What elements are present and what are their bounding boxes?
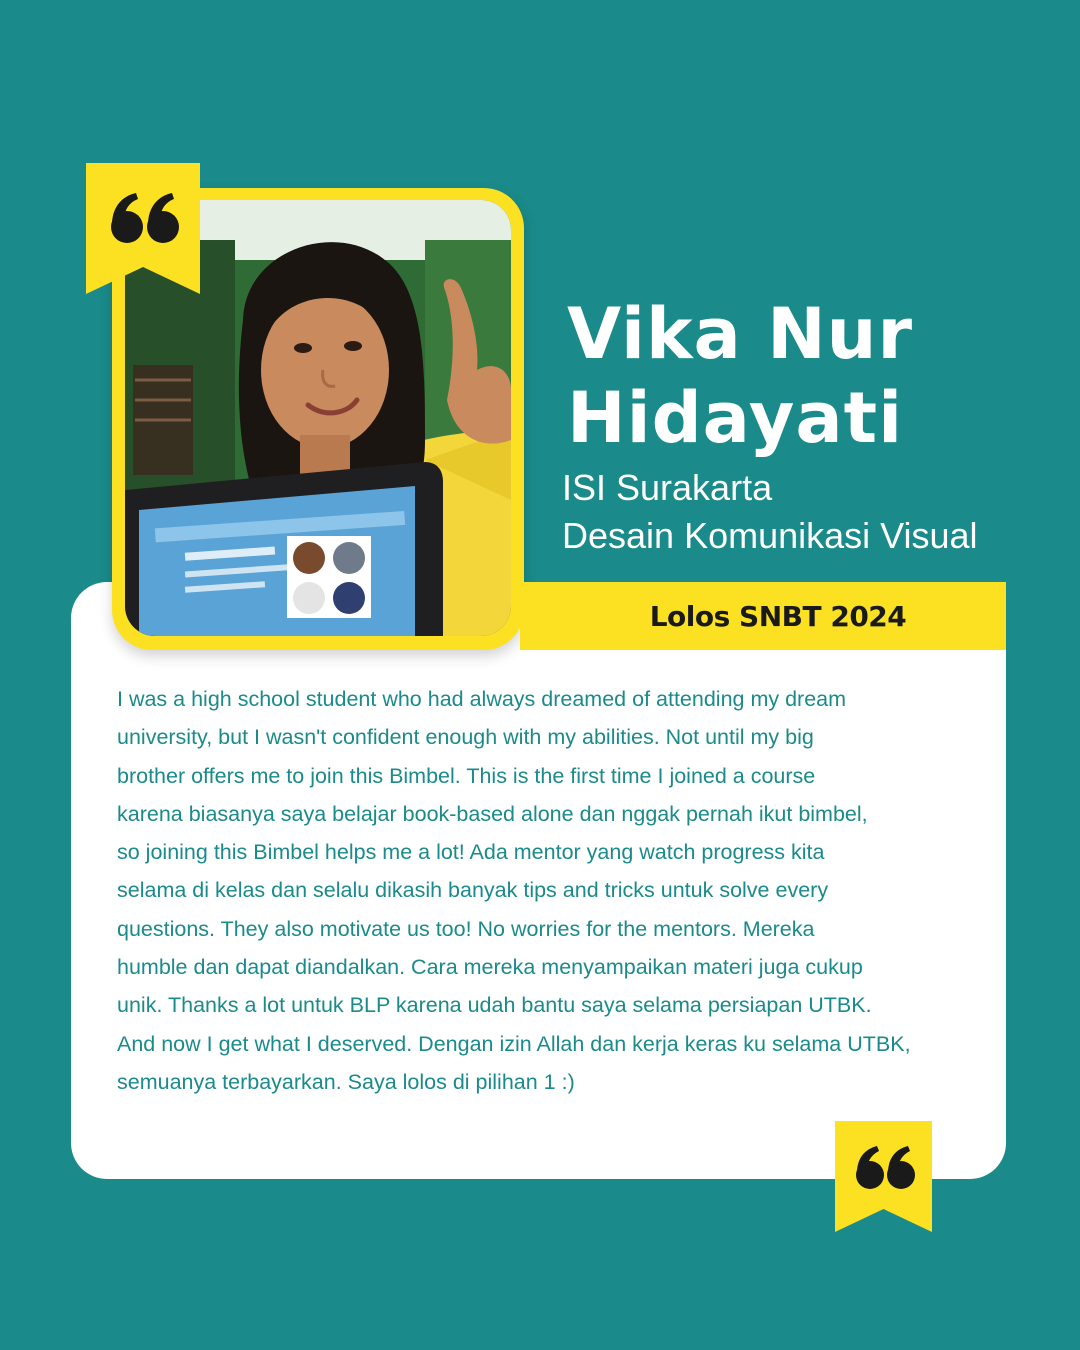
testimonial-line: so joining this Bimbel helps me a lot! Ada mentor yang watch progress kita bbox=[117, 840, 825, 865]
admission-info bbox=[562, 464, 978, 560]
testimonial-line: humble dan dapat diandalkan. Cara mereka menyampaikan materi juga cukup bbox=[117, 955, 863, 980]
testimonial-line: selama di kelas dan selalu dikasih banyak tips and tricks untuk solve every bbox=[117, 878, 829, 903]
major-name: Desain Komunikasi Visual bbox=[562, 515, 978, 556]
quote-ribbon-icon bbox=[835, 1121, 932, 1232]
student-name bbox=[567, 292, 913, 460]
result-badge bbox=[520, 582, 1006, 650]
student-name-line2: Hidayati bbox=[567, 377, 904, 459]
testimonial-line: I was a high school student who had always dreamed of attending my dream bbox=[117, 687, 847, 711]
testimonial-line: brother offers me to join this Bimbel. This is the first time I joined a course bbox=[117, 763, 816, 788]
testimonial-line: And now I get what I deserved. Dengan izin Allah dan kerja keras ku selama UTBK, bbox=[117, 1031, 911, 1056]
testimonial-line: questions. They also motivate us too! No worries for the mentors. Mereka bbox=[117, 916, 815, 941]
testimonial-text bbox=[117, 680, 987, 1101]
quote-ribbon-icon bbox=[86, 163, 200, 294]
result-badge-label: Lolos SNBT 2024 bbox=[649, 599, 907, 633]
student-name-line1: Vika Nur bbox=[567, 293, 914, 375]
testimonial-line: university, but I wasn't confident enough with my abilities. Not until my big bbox=[117, 725, 814, 750]
testimonial-line: semuanya terbayarkan. Saya lolos di pilihan 1 :) bbox=[117, 1069, 575, 1094]
testimonial-line: unik. Thanks a lot untuk BLP karena udah bantu saya selama persiapan UTBK. bbox=[117, 993, 872, 1018]
university-name: ISI Surakarta bbox=[562, 467, 773, 508]
testimonial-line: karena biasanya saya belajar book-based alone dan nggak pernah ikut bimbel, bbox=[117, 801, 868, 826]
